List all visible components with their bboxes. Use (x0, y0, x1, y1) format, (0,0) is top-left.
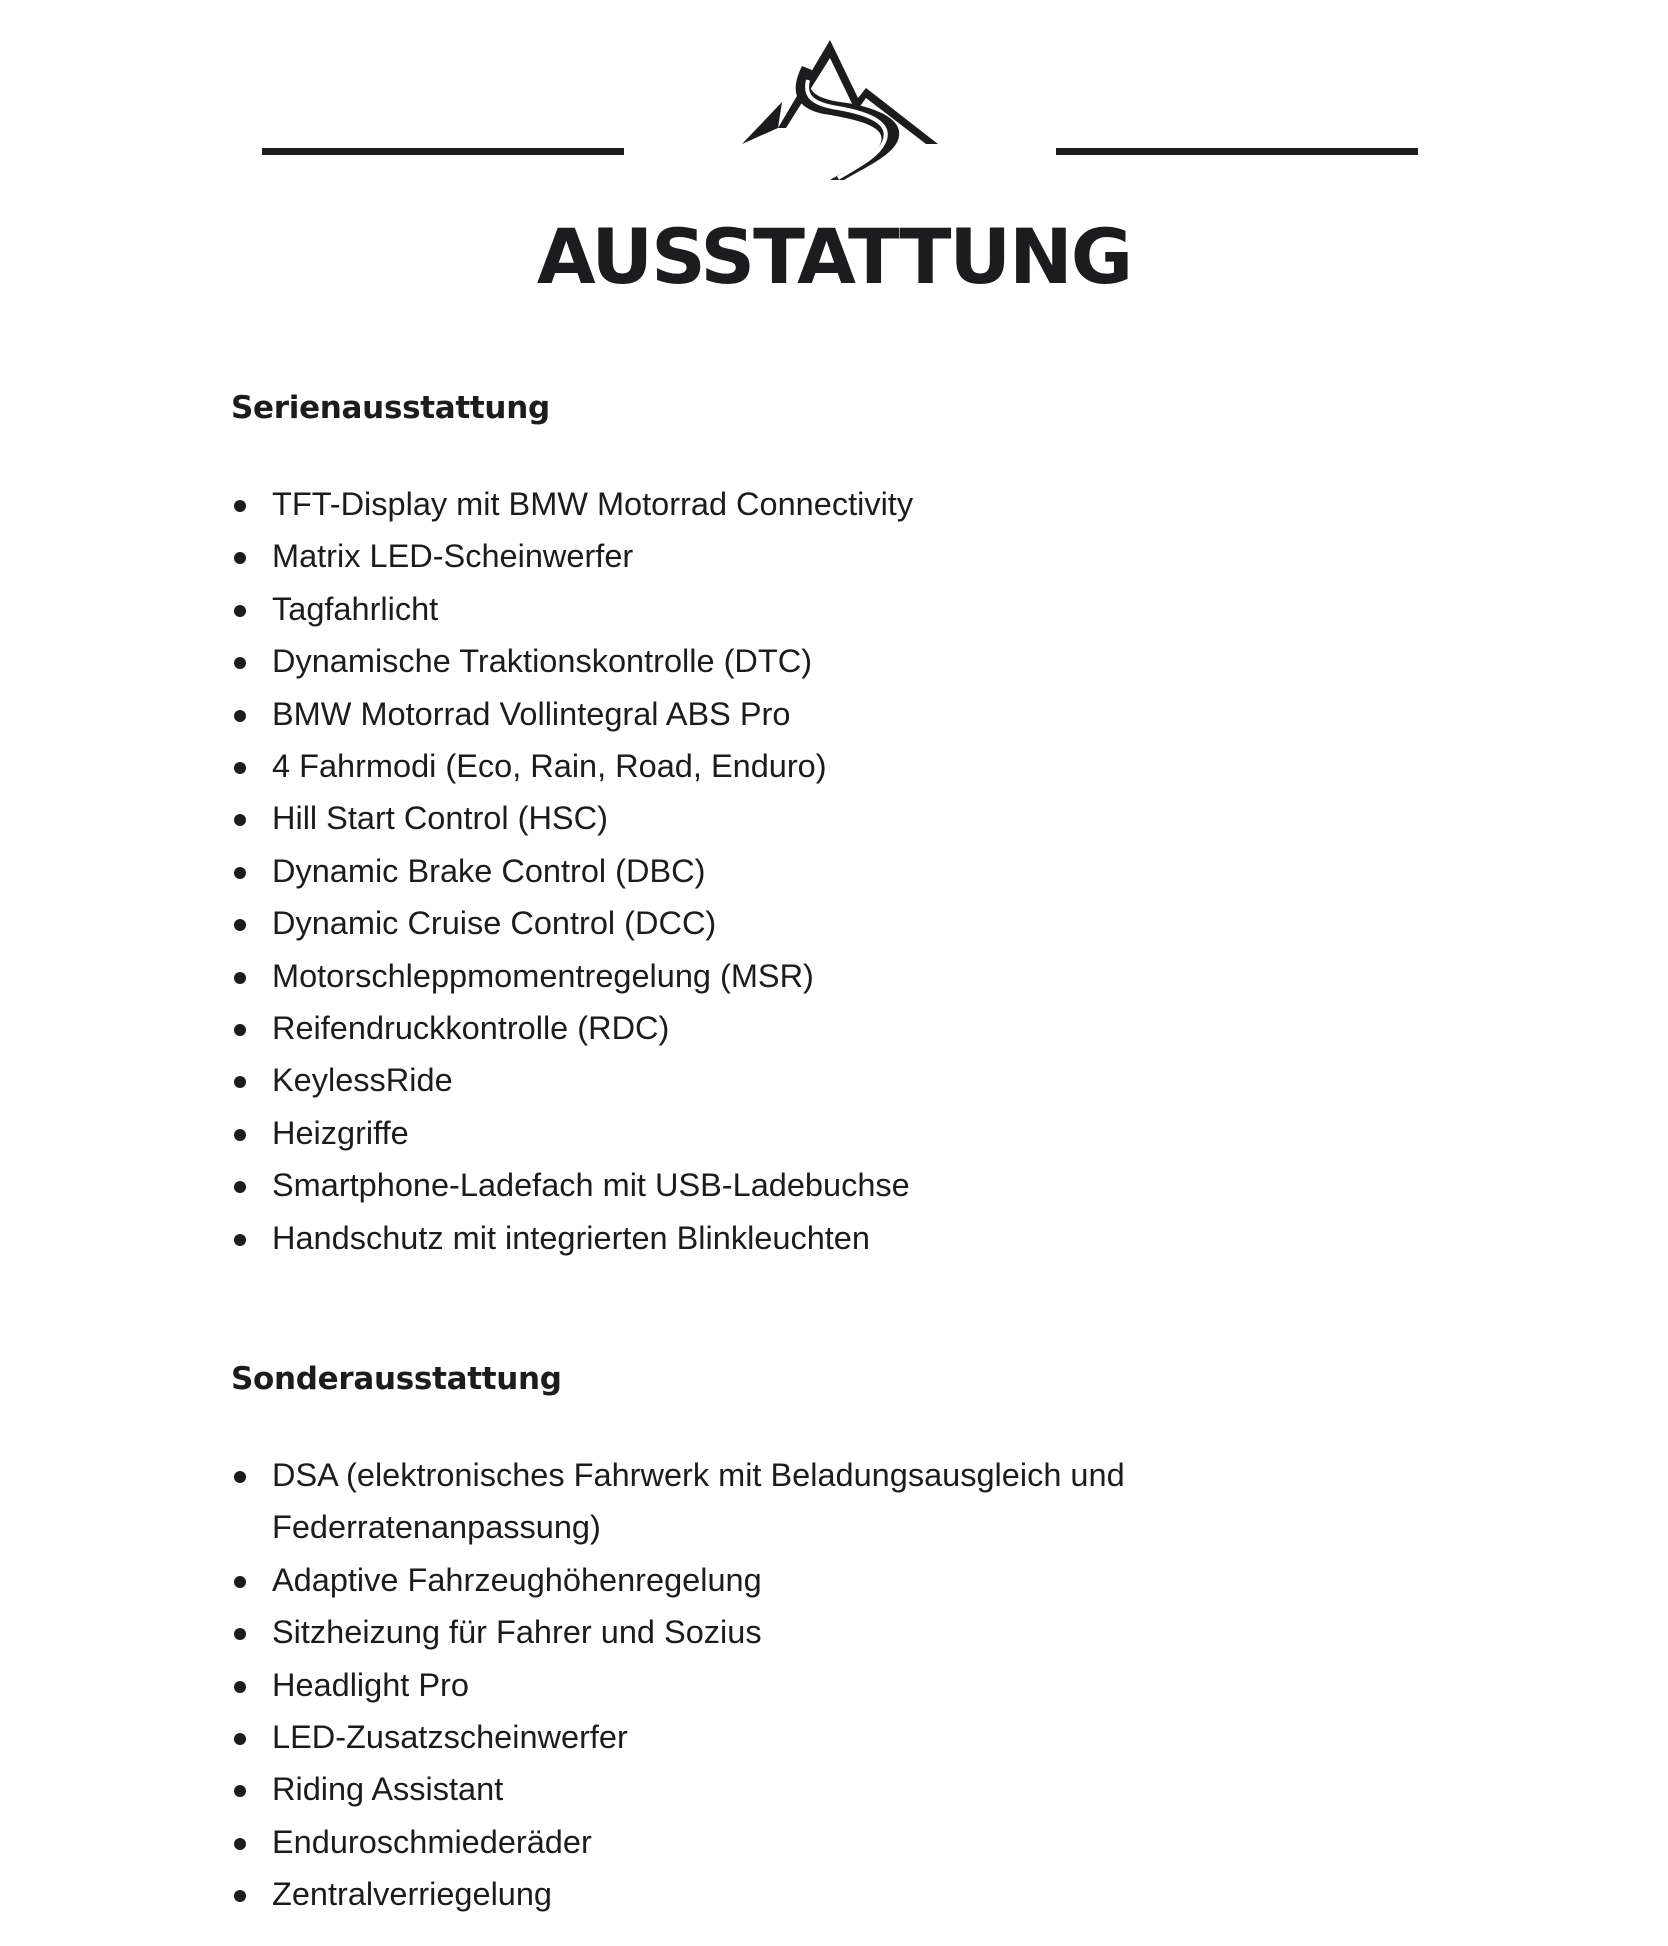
bullet-icon (234, 1733, 246, 1745)
list-item (231, 1054, 1431, 1106)
list-item-text: Enduroschmiederäder (272, 1823, 592, 1860)
list-item-text: 4 Fahrmodi (Eco, Rain, Road, Enduro) (272, 748, 827, 785)
list-item-text: LED-Zusatzscheinwerfer (272, 1719, 628, 1756)
list-item-text: Dynamic Brake Control (DBC) (272, 852, 706, 889)
mountain-road-logo-icon (742, 36, 938, 180)
bullet-icon (234, 1181, 246, 1193)
bullet-icon (234, 1890, 246, 1902)
bullet-icon (234, 1838, 246, 1850)
left-divider-line (262, 148, 624, 155)
list-item (231, 1606, 1431, 1658)
section-heading: Sonderausstattung (231, 1361, 562, 1397)
list-item (231, 635, 1431, 687)
bullet-icon (234, 605, 246, 617)
list-item-text: Hill Start Control (HSC) (272, 800, 608, 837)
list-item-text: Zentralverriegelung (272, 1876, 553, 1913)
list-item (231, 1002, 1431, 1054)
list-item (231, 478, 1431, 530)
bullet-icon (234, 1129, 246, 1141)
section-optional-equipment (231, 1357, 1431, 1921)
bullet-icon (234, 762, 246, 774)
list-item-text: Motorschleppmomentregelung (MSR) (272, 957, 814, 994)
list-item-text: Reifendruckkontrolle (RDC) (272, 1010, 670, 1047)
list-item (231, 1449, 1431, 1554)
list-item-text: TFT-Display mit BMW Motorrad Connectivity (272, 486, 914, 522)
list-item-text: Riding Assistant (272, 1771, 504, 1808)
list-item-text: Smartphone-Ladefach mit USB-Ladebuchse (272, 1167, 910, 1204)
list-item-text: Adaptive Fahrzeughöhenregelung (272, 1561, 762, 1598)
bullet-icon (234, 867, 246, 879)
list-item (231, 845, 1431, 897)
list-item (231, 897, 1431, 949)
bullet-icon (234, 1681, 246, 1693)
bullet-icon (234, 814, 246, 826)
section-standard-equipment (231, 386, 1431, 1264)
bullet-icon (234, 552, 246, 564)
bullet-icon (234, 919, 246, 931)
page-header (0, 30, 1668, 180)
list-item (231, 1107, 1431, 1159)
list-item (231, 1868, 1431, 1920)
bullet-icon (234, 1024, 246, 1036)
bullet-icon (234, 1576, 246, 1588)
equipment-list (231, 478, 1431, 1264)
list-item (231, 530, 1431, 582)
equipment-list (231, 1449, 1431, 1921)
list-item-text: KeylessRide (272, 1062, 453, 1099)
bullet-icon (234, 1076, 246, 1088)
bullet-icon (234, 972, 246, 984)
list-item-text: Headlight Pro (272, 1666, 469, 1703)
list-item (231, 1554, 1431, 1606)
list-item (231, 950, 1431, 1002)
list-item (231, 740, 1431, 792)
list-item (231, 1659, 1431, 1711)
list-item (231, 1763, 1431, 1815)
bullet-icon (234, 710, 246, 722)
right-divider-line (1056, 148, 1418, 155)
bullet-icon (234, 1628, 246, 1640)
list-item-text: Dynamische Traktionskontrolle (DTC) (272, 643, 813, 680)
list-item (231, 1816, 1431, 1868)
bullet-icon (234, 1785, 246, 1797)
list-item (231, 583, 1431, 635)
list-item (231, 688, 1431, 740)
bullet-icon (234, 500, 246, 512)
list-item (231, 1212, 1431, 1264)
bullet-icon (234, 657, 246, 669)
list-item (231, 1159, 1431, 1211)
bullet-icon (234, 1471, 246, 1483)
section-heading: Serienausstattung (231, 390, 550, 426)
list-item-text: Heizgriffe (272, 1114, 409, 1151)
list-item-text: Handschutz mit integrierten Blinkleuchten (272, 1219, 870, 1256)
list-item-text: BMW Motorrad Vollintegral ABS Pro (272, 695, 791, 732)
list-item-text: Dynamic Cruise Control (DCC) (272, 905, 717, 942)
list-item (231, 1711, 1431, 1763)
page-title: AUSSTATTUNG (536, 212, 1132, 301)
list-item-text: Sitzheizung für Fahrer und Sozius (272, 1614, 762, 1651)
list-item (231, 792, 1431, 844)
list-item-text: DSA (elektronisches Fahrwerk mit Beladungsausgleich und Federratenanpassung) (272, 1457, 1125, 1546)
list-item-text: Tagfahrlicht (272, 590, 439, 627)
list-item-text: Matrix LED-Scheinwerfer (272, 538, 634, 575)
bullet-icon (234, 1234, 246, 1246)
